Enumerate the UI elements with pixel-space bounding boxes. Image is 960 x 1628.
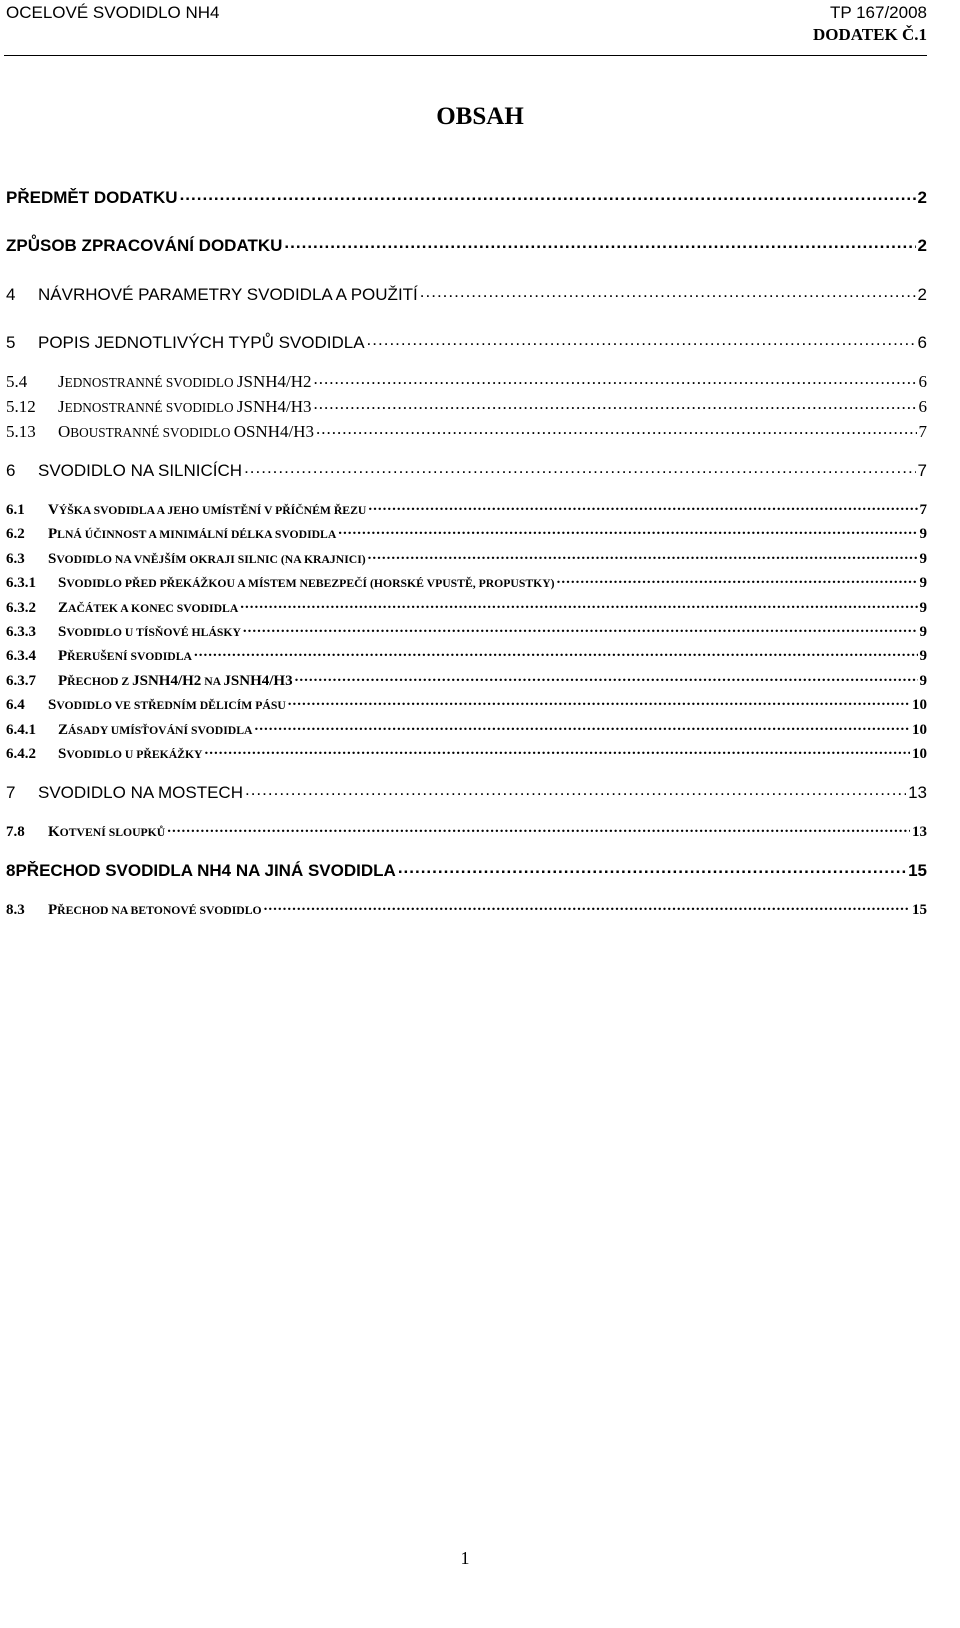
toc-entry-title: ZPŮSOB ZPRACOVÁNÍ DODATKU <box>6 236 283 256</box>
toc-entry-title: J <box>58 397 65 417</box>
toc-entry-title: S <box>48 550 57 567</box>
toc-entry-label <box>6 422 314 442</box>
toc-entry[interactable] <box>6 333 927 353</box>
toc-entry[interactable] <box>6 524 927 543</box>
toc-entry-page: 2 <box>917 188 927 208</box>
toc-entry-page: 7 <box>919 501 927 518</box>
toc-leader-dots <box>316 422 917 437</box>
toc-entry-title-part: EDNOSTRANNÉ SVODIDLO <box>64 400 237 416</box>
toc-entry-title: NÁVRHOVÉ PARAMETRY SVODIDLA A POUŽITÍ <box>38 285 418 305</box>
toc-entry-number: 6.3.1 <box>6 574 36 591</box>
toc-entry-page: 9 <box>919 599 927 616</box>
toc-entry[interactable] <box>6 236 927 256</box>
toc-entry-title-part: BOUSTRANNÉ SVODIDLO <box>70 425 234 441</box>
toc-leader-dots <box>288 695 910 709</box>
toc-entry-title-part: ÝŠKA SVODIDLA A JEHO UMÍSTĚNÍ V PŘÍČNÉM ŘEZU <box>58 503 367 517</box>
toc-entry-label <box>6 461 242 481</box>
toc-entry[interactable] <box>6 622 927 641</box>
header-document-code: TP 167/2008 <box>829 3 927 22</box>
toc-entry-label <box>6 236 282 256</box>
toc-entry-page: 7 <box>917 461 927 481</box>
toc-entry[interactable] <box>6 573 927 592</box>
toc-entry-page: 6 <box>918 372 927 392</box>
toc-entry-title: SVODIDLO NA MOSTECH <box>38 783 243 803</box>
toc-entry-label <box>6 372 312 392</box>
toc-leader-dots <box>420 285 916 300</box>
toc-entry-number: 6.3.7 <box>6 672 36 689</box>
toc-entry-title-part: ŘERUŠENÍ SVODIDLA <box>67 649 192 663</box>
toc-entry-page: 10 <box>912 721 927 738</box>
toc-leader-dots <box>284 236 915 251</box>
toc-entry[interactable] <box>6 744 927 763</box>
toc-entry-label <box>6 575 555 592</box>
toc-entry-number: 6.3 <box>6 550 25 567</box>
header-amendment-label: DODATEK Č.1 <box>813 25 927 44</box>
toc-entry[interactable] <box>6 671 927 690</box>
toc-entry-number: 6.1 <box>6 501 25 518</box>
toc-leader-dots <box>367 333 916 348</box>
toc-leader-dots <box>254 720 910 734</box>
toc-leader-dots <box>244 461 915 476</box>
toc-entry-page: 10 <box>912 696 927 713</box>
toc-leader-dots <box>180 188 916 203</box>
toc-entry-title-part: LNÁ ÚČINNOST A MINIMÁLNÍ DÉLKA SVODIDLA <box>57 527 337 541</box>
toc-entry-label <box>6 746 202 763</box>
toc-entry[interactable] <box>6 285 927 305</box>
toc-entry-title-part: AČÁTEK A KONEC SVODIDLA <box>68 601 239 615</box>
toc-entry-number: 6.4.2 <box>6 745 36 762</box>
toc-entry[interactable] <box>6 900 927 919</box>
toc-entry-label <box>6 902 262 919</box>
toc-entry[interactable] <box>6 461 927 481</box>
page-title: OBSAH <box>436 103 524 130</box>
toc-entry[interactable] <box>6 822 927 841</box>
toc-entry-title-part: OSNH4/H3 <box>233 422 314 442</box>
toc-entry-number: 7.8 <box>6 823 25 840</box>
toc-entry-number: 6 <box>6 461 16 481</box>
toc-entry-page: 9 <box>919 550 927 567</box>
toc-entry-title: PŘECHOD SVODIDLA NH4 NA JINÁ SVODIDLA <box>15 861 396 881</box>
toc-entry-number: 7 <box>6 783 16 803</box>
toc-leader-dots <box>557 573 918 587</box>
toc-entry-page: 2 <box>917 285 927 305</box>
toc-entry-title: Z <box>58 721 69 738</box>
toc-entry-title: S <box>58 574 67 591</box>
toc-entry-label <box>6 333 365 353</box>
toc-leader-dots <box>368 549 918 563</box>
toc-leader-dots <box>295 671 918 685</box>
toc-entry-label <box>6 526 336 543</box>
toc-entry-title: O <box>58 422 71 442</box>
toc-entry-label <box>6 600 238 617</box>
toc-entry-number: 6.4.1 <box>6 721 36 738</box>
toc-entry-label <box>6 551 366 568</box>
toc-entry-number: 6.3.3 <box>6 623 36 640</box>
toc-entry-page: 6 <box>917 333 927 353</box>
toc-leader-dots <box>240 598 917 612</box>
toc-entry-title: SVODIDLO NA SILNICÍCH <box>38 461 243 481</box>
toc-entry-page: 10 <box>912 745 927 762</box>
toc-entry-label <box>6 824 165 841</box>
toc-entry-title: S <box>48 696 57 713</box>
toc-leader-dots <box>314 372 917 387</box>
toc-entry[interactable] <box>6 783 927 803</box>
toc-entry[interactable] <box>6 422 927 442</box>
toc-entry-title-part: VODIDLO VE STŘEDNÍM DĚLICÍM PÁSU <box>56 698 286 712</box>
toc-leader-dots <box>314 397 917 412</box>
page-number: 1 <box>460 1548 470 1568</box>
toc-entry-title-part: ÁSADY UMÍSŤOVÁNÍ SVODIDLA <box>68 723 253 737</box>
toc-entry-label <box>6 783 243 803</box>
toc-entry-title: P <box>58 647 68 664</box>
toc-entry-title: P <box>48 901 58 918</box>
toc-entry-page: 7 <box>918 422 927 442</box>
toc-entry-label <box>6 722 252 739</box>
toc-entry[interactable] <box>6 861 927 881</box>
toc-entry-number: 5.12 <box>6 397 36 417</box>
toc-entry-label <box>6 624 241 641</box>
toc-entry-title: J <box>58 372 65 392</box>
toc-entry-title: P <box>58 672 68 689</box>
toc-entry-label <box>6 861 396 881</box>
toc-entry-number: 6.3.4 <box>6 647 36 664</box>
toc-entry[interactable] <box>6 646 927 665</box>
toc-entry-page: 9 <box>919 525 927 542</box>
toc-leader-dots <box>338 524 917 538</box>
toc-entry[interactable] <box>6 397 927 417</box>
toc-entry[interactable] <box>6 549 927 568</box>
toc-entry-title-part: VODIDLO NA VNĚJŠÍM OKRAJI SILNIC (NA KRAJNICI) <box>56 552 366 566</box>
toc-entry-title-part: JSNH4/H3 <box>223 672 293 689</box>
toc-entry-page: 15 <box>908 861 927 881</box>
toc-entry-title-part: JSNH4/H2 <box>236 372 312 392</box>
toc-entry-title: K <box>48 823 60 840</box>
toc-entry-label <box>6 188 178 208</box>
toc-entry[interactable] <box>6 372 927 392</box>
toc-leader-dots <box>245 783 906 798</box>
toc-entry[interactable] <box>6 598 927 617</box>
toc-entry-number: 4 <box>6 285 16 305</box>
toc-entry-label <box>6 397 312 417</box>
toc-entry-page: 15 <box>912 901 927 918</box>
toc-leader-dots <box>368 500 917 514</box>
toc-entry-title-part: JSNH4/H3 <box>236 397 312 417</box>
header-rule <box>4 55 927 56</box>
toc-entry-title-part: EDNOSTRANNÉ SVODIDLO <box>64 375 237 391</box>
toc-entry-page: 9 <box>919 647 927 664</box>
toc-entry-title-part: OTVENÍ SLOUPKŮ <box>59 825 166 839</box>
toc-entry-page: 2 <box>917 236 927 256</box>
toc-leader-dots <box>194 646 918 660</box>
toc-entry-label <box>6 648 192 665</box>
toc-entry[interactable] <box>6 188 927 208</box>
toc-entry-title-part: JSNH4/H2 <box>132 672 202 689</box>
toc-leader-dots <box>243 622 918 636</box>
toc-entry[interactable] <box>6 695 927 714</box>
toc-entry-title-part: VODIDLO U PŘEKÁŽKY <box>66 747 203 761</box>
toc-entry-title: S <box>58 623 67 640</box>
toc-entry-title: Z <box>58 599 69 616</box>
toc-entry[interactable] <box>6 500 927 519</box>
toc-entry-title: V <box>48 501 59 518</box>
toc-entry-number: 5 <box>6 333 16 353</box>
toc-entry-page: 6 <box>918 397 927 417</box>
toc-entry-page: 9 <box>919 574 927 591</box>
toc-leader-dots <box>264 900 910 914</box>
toc-entry-number: 6.4 <box>6 696 25 713</box>
toc-entry-page: 9 <box>919 672 927 689</box>
toc-entry-number: 6.3.2 <box>6 599 36 616</box>
toc-entry-title-part: ŘECHOD NA BETONOVÉ SVODIDLO <box>57 903 262 917</box>
toc-entry-title: P <box>48 525 58 542</box>
toc-entry-page: 13 <box>908 783 927 803</box>
toc-entry-number: 8 <box>6 861 16 881</box>
toc-entry-page: 9 <box>919 623 927 640</box>
toc-entry-title-part: VODIDLO U TÍSŇOVÉ HLÁSKY <box>66 625 241 639</box>
toc-entry-title: PŘEDMĚT DODATKU <box>6 188 178 208</box>
toc-entry-number: 8.3 <box>6 901 25 918</box>
toc-entry-title-part: NA <box>201 674 224 688</box>
toc-entry-label <box>6 673 293 690</box>
toc-entry-title-part: ŘECHOD Z <box>67 674 133 688</box>
toc-entry-page: 13 <box>912 823 927 840</box>
toc-entry-label <box>6 285 418 305</box>
toc-entry-title-part: VODIDLO PŘED PŘEKÁŽKOU A MÍSTEM NEBEZPEČÍ (HORSKÉ VPUSTĚ, PROPUSTKY) <box>66 576 555 590</box>
toc-entry-label <box>6 697 286 714</box>
toc-entry-title: S <box>58 745 67 762</box>
toc-leader-dots <box>204 744 910 758</box>
toc-entry-number: 5.4 <box>6 372 28 392</box>
toc-entry-number: 6.2 <box>6 525 25 542</box>
toc-leader-dots <box>167 822 910 836</box>
toc-entry-label <box>6 502 366 519</box>
toc-entry[interactable] <box>6 720 927 739</box>
toc-leader-dots <box>398 861 906 876</box>
toc-entry-number: 5.13 <box>6 422 36 442</box>
toc-entry-title: POPIS JEDNOTLIVÝCH TYPŮ SVODIDLA <box>38 333 365 353</box>
header-document-name: OCELOVÉ SVODIDLO NH4 <box>6 3 220 22</box>
